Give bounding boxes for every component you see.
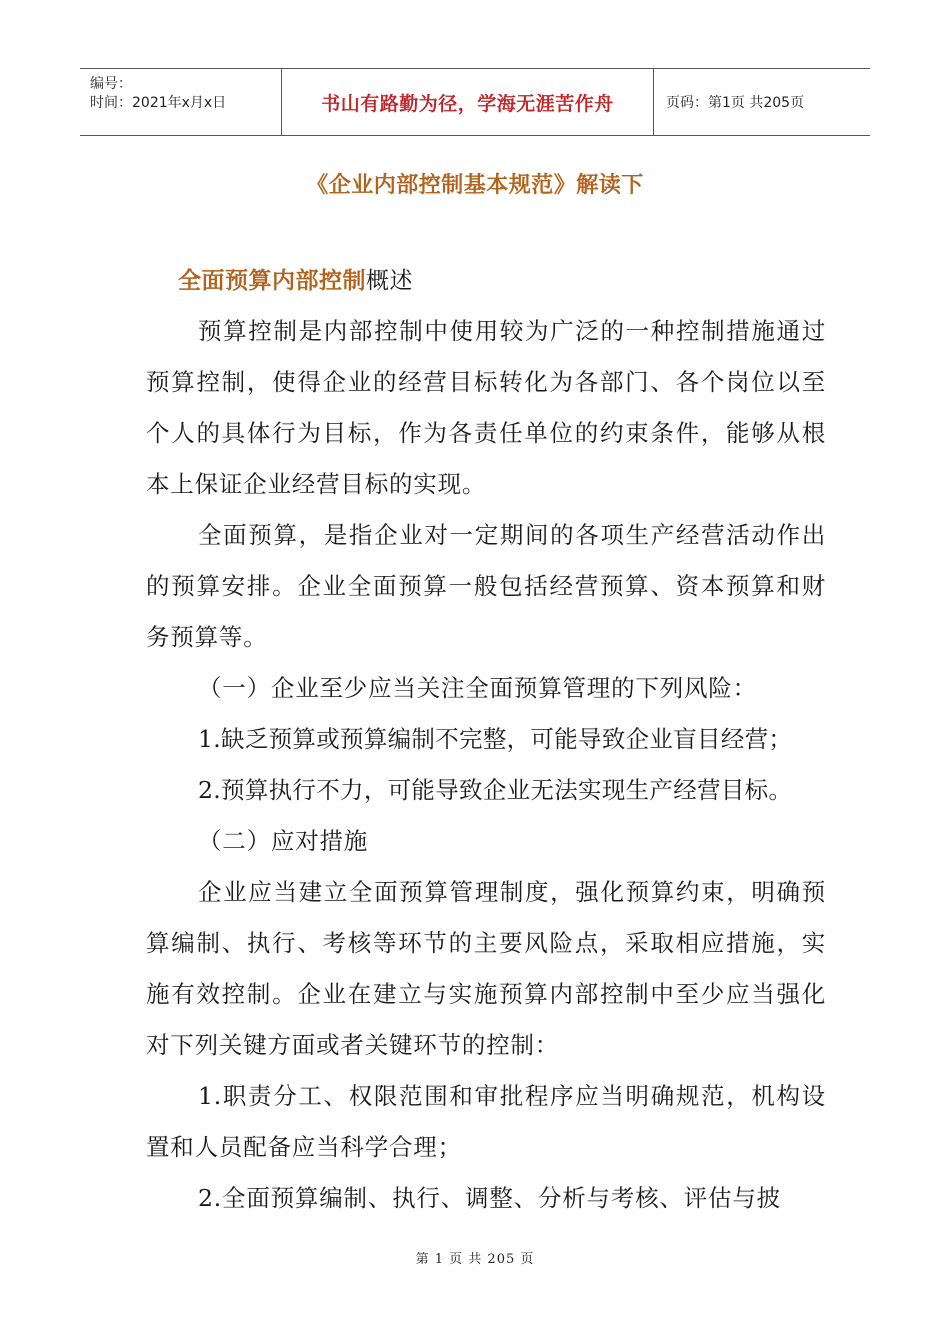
serial-label: 编号： (90, 76, 132, 92)
list-item: 1.职责分工、权限范围和审批程序应当明确规范，机构设置和人员配备应当科学合理； (146, 1082, 826, 1161)
section-heading-highlight: 全面预算内部控制 (178, 268, 366, 294)
header-meta-cell (80, 69, 282, 135)
paragraph: 企业应当建立全面预算管理制度，强化预算约束，明确预算编制、执行、考核等环节的主要风险点，采取相应措施，实施有效控制。企业在建立与实施预算内部控制中至少应当强化对下列关键方面或者关键环节的控制： (146, 878, 826, 1059)
page-footer: 第 1 页 共 205 页 (415, 1252, 535, 1267)
header-page-cell (654, 69, 870, 135)
section-heading-rest: 概述 (366, 268, 413, 294)
body-text (146, 306, 826, 1224)
document-title: 《企业内部控制基本规范》解读下 (306, 173, 644, 198)
page-label: 页码：第1页 共205页 (666, 95, 805, 111)
paragraph: 全面预算，是指企业对一定期间的各项生产经营活动作出的预算安排。企业全面预算一般包括经营预算、资本预算和财务预算等。 (146, 521, 826, 651)
paragraph: 预算控制是内部控制中使用较为广泛的一种控制措施通过预算控制，使得企业的经营目标转化为各部门、各个岗位以至个人的具体行为目标，作为各责任单位的约束条件，能够从根本上保证企业经营目标的实现。 (146, 317, 826, 498)
header-table (80, 68, 870, 136)
section-heading (178, 262, 413, 295)
date-label: 时间：2021年x月x日 (90, 95, 227, 111)
risk-heading: （一）企业至少应当关注全面预算管理的下列风险： (198, 674, 757, 702)
motto-text: 书山有路勤为径，学海无涯苦作舟 (321, 92, 614, 115)
list-item: 2.全面预算编制、执行、调整、分析与考核、评估与披 (198, 1184, 781, 1212)
measures-heading: （二）应对措施 (198, 827, 369, 855)
list-item: 1.缺乏预算或预算编制不完整，可能导致企业盲目经营； (198, 725, 793, 753)
list-item: 2.预算执行不力，可能导致企业无法实现生产经营目标。 (198, 776, 793, 804)
header-motto-cell (282, 69, 654, 135)
